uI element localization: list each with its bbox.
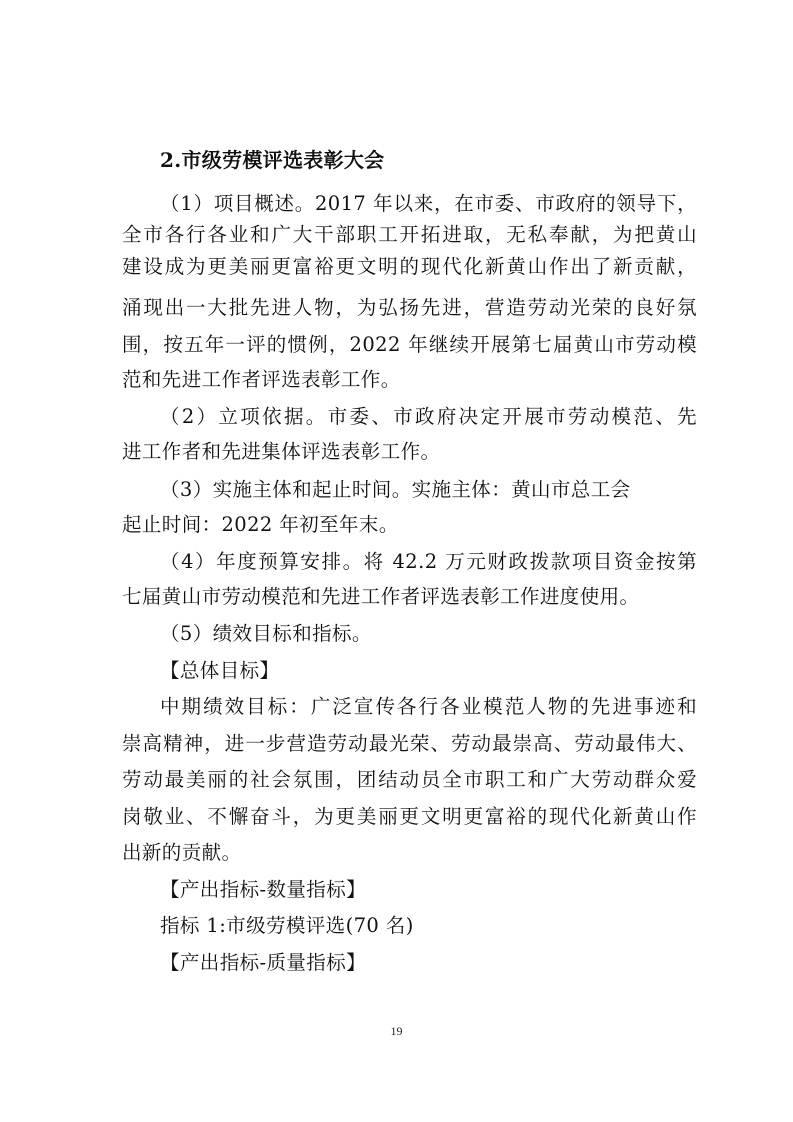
paragraph-line: 指标 1:市级劳模评选(70 名) bbox=[160, 914, 414, 937]
section-heading: 2.市级劳模评选表彰大会 bbox=[160, 148, 385, 172]
paragraph-line: 中期绩效目标：广泛宣传各行各业模范人物的先进事迹和 bbox=[160, 695, 697, 718]
paragraph-line: 全市各行各业和广大干部职工开拓进取，无私奉献，为把黄山 bbox=[122, 223, 697, 246]
paragraph-line: 起止时间：2022 年初至年末。 bbox=[122, 513, 399, 536]
paragraph-line: 劳动最美丽的社会氛围，团结动员全市职工和广大劳动群众爱 bbox=[122, 768, 697, 791]
paragraph-line: （5）绩效目标和指标。 bbox=[160, 622, 372, 645]
paragraph-line: 涌现出一大批先进人物，为弘扬先进，营造劳动光荣的良好氛 bbox=[122, 296, 697, 319]
paragraph-line: （1）项目概述。2017 年以来，在市委、市政府的领导下， bbox=[160, 192, 697, 215]
subheading: 【总体目标】 bbox=[160, 659, 280, 682]
subheading: 【产出指标-质量指标】 bbox=[160, 951, 366, 974]
paragraph-line: 出新的贡献。 bbox=[122, 841, 242, 864]
paragraph-line: （4）年度预算安排。将 42.2 万元财政拨款项目资金按第 bbox=[160, 550, 697, 573]
paragraph-line: 岗敬业、不懈奋斗，为更美丽更文明更富裕的现代化新黄山作 bbox=[122, 805, 697, 828]
paragraph-line: （2）立项依据。市委、市政府决定开展市劳动模范、先 bbox=[160, 405, 697, 428]
paragraph-line: 七届黄山市劳动模范和先进工作者评选表彰工作进度使用。 bbox=[122, 585, 640, 608]
paragraph-line: 围，按五年一评的惯例，2022 年继续开展第七届黄山市劳动模 bbox=[122, 333, 697, 356]
paragraph-line: 进工作者和先进集体评选表彰工作。 bbox=[122, 440, 441, 463]
paragraph-line: 建设成为更美丽更富裕更文明的现代化新黄山作出了新贡献， bbox=[122, 255, 697, 278]
page-number: 19 bbox=[390, 1024, 403, 1038]
paragraph-line: 范和先进工作者评选表彰工作。 bbox=[122, 368, 401, 391]
paragraph-line: （3）实施主体和起止时间。实施主体：黄山市总工会 bbox=[160, 478, 631, 501]
subheading: 【产出指标-数量指标】 bbox=[160, 878, 366, 901]
paragraph-line: 崇高精神，进一步营造劳动最光荣、劳动最崇高、劳动最伟大、 bbox=[122, 732, 697, 755]
